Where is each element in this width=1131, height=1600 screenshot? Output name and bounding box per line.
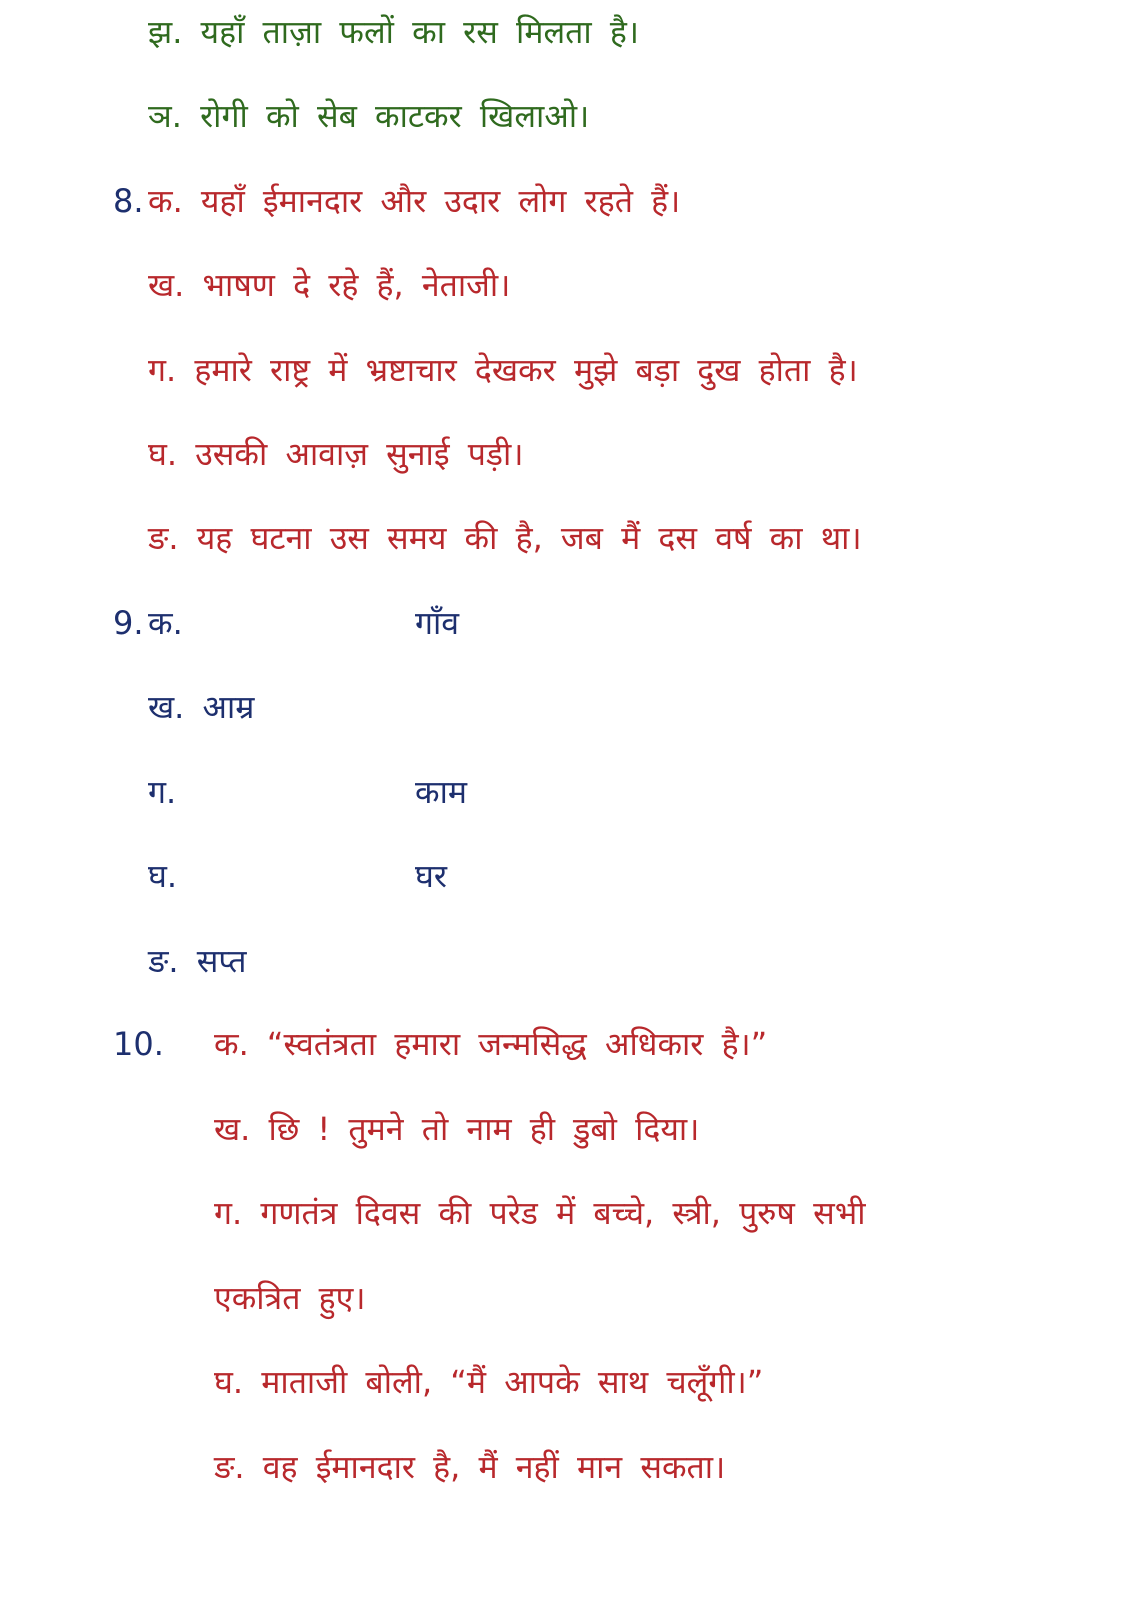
item-marker: ङ.: [148, 942, 179, 980]
item-marker: घ.: [148, 857, 178, 895]
item-marker: झ.: [148, 13, 183, 51]
answer-10-ga: [214, 1191, 866, 1235]
item-marker: क.: [214, 1025, 249, 1063]
question-number-10: 10.: [113, 1025, 164, 1063]
answer-9-ka-right: गाँव: [415, 604, 460, 642]
item-marker: क.: [148, 182, 183, 220]
answer-8-kha: [148, 263, 510, 307]
answer-text: रोगी को सेब काटकर खिलाओ।: [200, 97, 590, 135]
item-marker: ञ.: [148, 97, 182, 135]
item-marker: क.: [148, 604, 183, 642]
item-marker: ग.: [148, 351, 177, 389]
answer-9-kha: [148, 685, 254, 729]
item-marker: ख.: [148, 266, 185, 304]
item-marker: ङ.: [214, 1448, 245, 1486]
answer-10-kha: [214, 1107, 699, 1151]
answer-text: भाषण दे रहे हैं, नेताजी।: [202, 266, 511, 304]
answer-text: आम्र: [202, 688, 255, 726]
answer-text: यहाँ ताज़ा फलों का रस मिलता है।: [200, 13, 639, 51]
answer-9-ga-right: काम: [415, 773, 468, 811]
answer-10-gha: [214, 1360, 763, 1404]
answer-text: उसकी आवाज़ सुनाई पड़ी।: [195, 435, 524, 473]
item-marker: घ.: [148, 435, 178, 473]
answer-10-ka: [214, 1022, 767, 1066]
answer-text: वह ईमानदार है, मैं नहीं मान सकता।: [262, 1448, 726, 1486]
answer-8-gha: [148, 432, 523, 476]
item-marker: ग.: [214, 1194, 243, 1232]
answer-text: गणतंत्र दिवस की परेड में बच्चे, स्त्री, पुरुष सभी: [260, 1194, 866, 1232]
item-marker: ग.: [148, 773, 177, 811]
question-number-8: 8.: [113, 182, 144, 220]
item-marker: घ.: [214, 1363, 244, 1401]
answer-9-gha-right: घर: [415, 857, 448, 895]
answer-10-ga-continuation: एकत्रित हुए।: [214, 1279, 366, 1317]
answer-text: छि ! तुमने तो नाम ही डुबो दिया।: [268, 1110, 700, 1148]
answer-9-nga: [148, 939, 246, 983]
item-marker: ख.: [148, 688, 185, 726]
answer-text: हमारे राष्ट्र में भ्रष्टाचार देखकर मुझे बड़ा दुख होता है।: [194, 351, 858, 389]
answer-text: यहाँ ईमानदार और उदार लोग रहते हैं।: [200, 182, 681, 220]
question-number-9: 9.: [113, 604, 144, 642]
answer-9-ga: [148, 770, 176, 814]
answer-text: सप्त: [196, 942, 247, 980]
item-marker: ख.: [214, 1110, 251, 1148]
answer-10-nga: [214, 1445, 725, 1489]
answer-7-jha: [148, 10, 639, 54]
answer-7-nya: [148, 94, 589, 138]
answer-text: यह घटना उस समय की है, जब मैं दस वर्ष का था।: [196, 519, 862, 557]
answer-8-ga: [148, 348, 858, 392]
answer-8-nga: [148, 516, 862, 560]
answer-text: “स्वतंत्रता हमारा जन्मसिद्ध अधिकार है।”: [266, 1025, 768, 1063]
item-marker: ङ.: [148, 519, 179, 557]
answer-9-gha: [148, 854, 177, 898]
answer-8-ka: [148, 179, 680, 223]
answer-text: माताजी बोली, “मैं आपके साथ चलूँगी।”: [261, 1363, 764, 1401]
answer-9-ka: [148, 601, 183, 645]
